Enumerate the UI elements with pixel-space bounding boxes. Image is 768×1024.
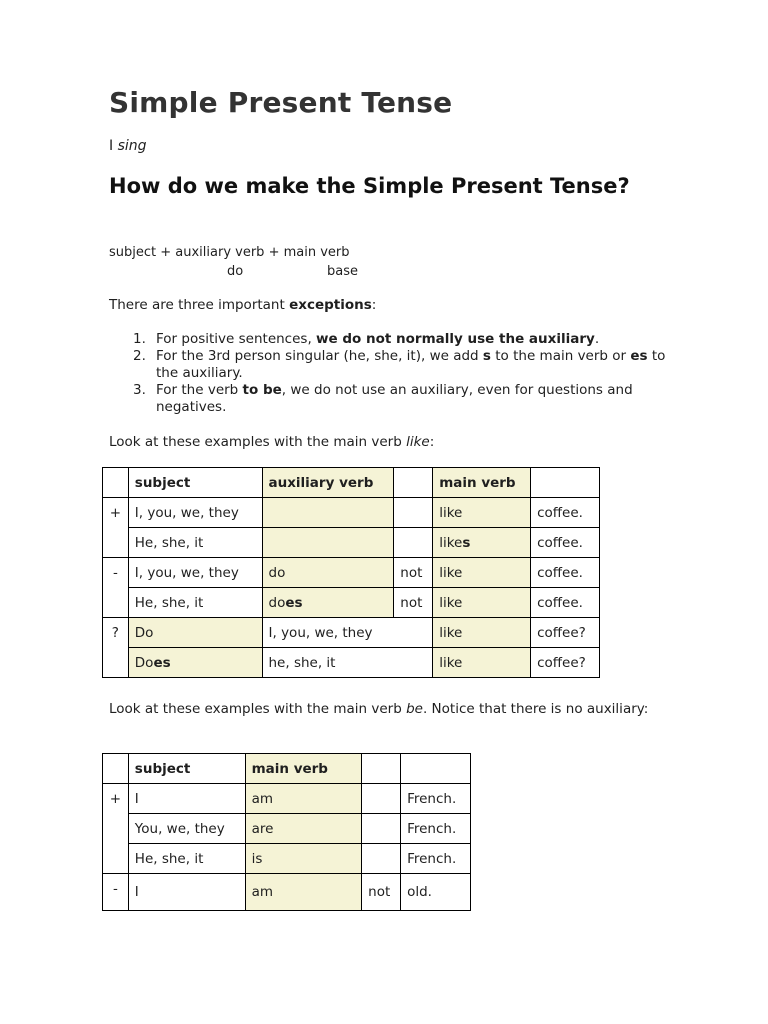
table-row bbox=[103, 874, 471, 911]
exception-number: 2. bbox=[133, 348, 146, 364]
table-row bbox=[103, 648, 600, 678]
cell-question-subject: he, she, it bbox=[262, 648, 433, 678]
cell-object: French. bbox=[401, 814, 471, 844]
header-sign bbox=[103, 754, 129, 784]
formula-forms bbox=[109, 262, 358, 281]
cell-main: like bbox=[433, 618, 531, 648]
example-sentence bbox=[109, 138, 147, 154]
exception-item bbox=[109, 331, 669, 348]
sign-positive: + bbox=[103, 784, 129, 874]
cell-main: am bbox=[245, 784, 362, 814]
sign-positive: + bbox=[103, 498, 129, 558]
header-not bbox=[362, 754, 401, 784]
cell-main bbox=[433, 528, 531, 558]
formula-line: subject + auxiliary verb + main verb bbox=[109, 245, 350, 260]
cell-object: coffee. bbox=[531, 528, 600, 558]
cell-not bbox=[362, 844, 401, 874]
header-main: main verb bbox=[245, 754, 362, 784]
cell-main: am bbox=[245, 874, 362, 911]
cell-object: French. bbox=[401, 844, 471, 874]
aux-stem: Do bbox=[134, 624, 154, 641]
be-intro bbox=[109, 701, 649, 718]
page-title: Simple Present Tense bbox=[109, 86, 453, 119]
exception-text-end: to the auxiliary. bbox=[156, 348, 666, 381]
cell-object: coffee? bbox=[531, 618, 600, 648]
be-intro-verb: be bbox=[406, 701, 423, 717]
main-stem: like bbox=[439, 504, 463, 521]
cell-object: coffee. bbox=[531, 558, 600, 588]
be-intro-text: Look at these examples with the main verb bbox=[109, 701, 407, 717]
sign-negative: - bbox=[103, 558, 129, 618]
cell-main: like bbox=[433, 648, 531, 678]
exception-text-end: , we do not use an auxiliary, even for questions and negatives. bbox=[156, 382, 633, 415]
table-header-row bbox=[103, 754, 471, 784]
cell-subject: He, she, it bbox=[128, 588, 262, 618]
cell-object: coffee? bbox=[531, 648, 600, 678]
cell-subject: I bbox=[128, 874, 245, 911]
table-row bbox=[103, 498, 600, 528]
cell-not bbox=[394, 498, 433, 528]
exception-bold-2: es bbox=[630, 348, 648, 364]
cell-subject: I, you, we, they bbox=[128, 498, 262, 528]
table-row bbox=[103, 784, 471, 814]
table-row bbox=[103, 528, 600, 558]
cell-main: are bbox=[245, 814, 362, 844]
cell-main: is bbox=[245, 844, 362, 874]
exceptions-intro-bold: exceptions bbox=[289, 297, 372, 313]
aux-stem: do bbox=[268, 564, 286, 581]
like-intro-text: Look at these examples with the main verb bbox=[109, 434, 407, 450]
aux-suffix: es bbox=[285, 594, 303, 611]
cell-aux bbox=[262, 498, 394, 528]
aux-stem: Do bbox=[134, 654, 154, 671]
table-row bbox=[103, 558, 600, 588]
formula-aux-form: do bbox=[227, 264, 244, 279]
cell-object: old. bbox=[401, 874, 471, 911]
exception-item bbox=[109, 348, 669, 382]
cell-subject: I, you, we, they bbox=[128, 558, 262, 588]
cell-object: French. bbox=[401, 784, 471, 814]
header-object bbox=[531, 468, 600, 498]
be-intro-text-end: . Notice that there is no auxiliary: bbox=[422, 701, 649, 717]
exception-bold: we do not normally use the auxiliary bbox=[316, 331, 595, 347]
header-subject: subject bbox=[128, 754, 245, 784]
cell-subject: You, we, they bbox=[128, 814, 245, 844]
exception-text-end: . bbox=[594, 331, 600, 347]
cell-not bbox=[362, 814, 401, 844]
header-object bbox=[401, 754, 471, 784]
header-subject: subject bbox=[128, 468, 262, 498]
aux-stem: do bbox=[268, 594, 286, 611]
cell-subject: He, she, it bbox=[128, 844, 245, 874]
aux-suffix: es bbox=[153, 654, 171, 671]
cell-not: not bbox=[394, 588, 433, 618]
main-suffix: s bbox=[462, 534, 471, 551]
table-row bbox=[103, 618, 600, 648]
like-intro bbox=[109, 434, 669, 451]
like-intro-colon: : bbox=[429, 434, 435, 450]
exception-item bbox=[109, 382, 669, 416]
sign-question: ? bbox=[103, 618, 129, 678]
exceptions-intro-text: There are three important bbox=[109, 297, 290, 313]
header-main: main verb bbox=[433, 468, 531, 498]
cell-not: not bbox=[394, 558, 433, 588]
header-aux: auxiliary verb bbox=[262, 468, 394, 498]
exception-bold: s bbox=[482, 348, 491, 364]
cell-question-aux bbox=[128, 618, 262, 648]
cell-main: like bbox=[433, 558, 531, 588]
exceptions-list bbox=[109, 331, 669, 416]
cell-main bbox=[433, 498, 531, 528]
cell-main: like bbox=[433, 588, 531, 618]
exception-text-mid: to the main verb or bbox=[490, 348, 631, 364]
cell-aux bbox=[262, 558, 394, 588]
header-sign bbox=[103, 468, 129, 498]
exception-text: For the 3rd person singular (he, she, it), we add bbox=[156, 348, 483, 364]
sign-negative: - bbox=[103, 874, 129, 911]
exception-text: For the verb bbox=[156, 382, 243, 398]
cell-subject: He, she, it bbox=[128, 528, 262, 558]
exception-number: 3. bbox=[133, 382, 146, 398]
cell-not bbox=[394, 528, 433, 558]
cell-aux bbox=[262, 588, 394, 618]
cell-aux bbox=[262, 528, 394, 558]
exception-text: For positive sentences, bbox=[156, 331, 317, 347]
formula-main-form: base bbox=[327, 264, 358, 279]
main-stem: like bbox=[439, 534, 463, 551]
example-verb: sing bbox=[117, 138, 147, 154]
exceptions-intro bbox=[109, 297, 669, 314]
cell-object: coffee. bbox=[531, 588, 600, 618]
table-row bbox=[103, 814, 471, 844]
table-row bbox=[103, 588, 600, 618]
like-intro-verb: like bbox=[406, 434, 430, 450]
cell-question-aux bbox=[128, 648, 262, 678]
cell-subject: I bbox=[128, 784, 245, 814]
cell-not: not bbox=[362, 874, 401, 911]
exception-number: 1. bbox=[133, 331, 146, 347]
table-be bbox=[102, 753, 471, 911]
cell-not bbox=[362, 784, 401, 814]
example-pronoun: I bbox=[109, 138, 114, 154]
formula bbox=[109, 243, 358, 281]
exceptions-intro-colon: : bbox=[371, 297, 377, 313]
exception-bold: to be bbox=[242, 382, 282, 398]
header-not bbox=[394, 468, 433, 498]
table-like bbox=[102, 467, 600, 678]
cell-question-subject: I, you, we, they bbox=[262, 618, 433, 648]
table-row bbox=[103, 844, 471, 874]
cell-object: coffee. bbox=[531, 498, 600, 528]
section-heading: How do we make the Simple Present Tense? bbox=[109, 174, 630, 198]
table-header-row bbox=[103, 468, 600, 498]
